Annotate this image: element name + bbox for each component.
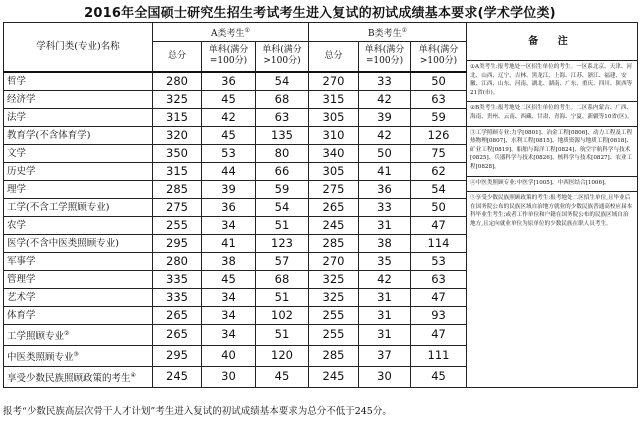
subject-name: 享受少数民族照顾政策的考生④ bbox=[4, 366, 153, 387]
a-score-cell: 335 bbox=[153, 270, 202, 288]
a-score-cell: 53 bbox=[202, 144, 256, 162]
a-score-cell: 285 bbox=[153, 180, 202, 198]
a-score-cell: 36 bbox=[202, 198, 256, 216]
a-total-header: 总分 bbox=[153, 42, 202, 72]
a-score-cell: 255 bbox=[153, 216, 202, 234]
subject-name: 教育学(不含体育学) bbox=[4, 126, 153, 144]
a-single-over100-header: 单科(满分>100分) bbox=[256, 42, 309, 72]
b-score-cell: 37 bbox=[359, 345, 411, 366]
subject-name: 管理学 bbox=[4, 270, 153, 288]
a-score-cell: 295 bbox=[153, 234, 202, 252]
b-score-cell: 270 bbox=[309, 72, 359, 91]
note-title: ④中医类照顾专业: bbox=[470, 179, 517, 186]
subject-name: 文学 bbox=[4, 144, 153, 162]
b-score-cell: 114 bbox=[411, 234, 467, 252]
note-item bbox=[467, 101, 637, 125]
b-score-cell: 53 bbox=[411, 252, 467, 270]
a-score-cell: 39 bbox=[202, 180, 256, 198]
a-score-cell: 34 bbox=[202, 306, 256, 324]
note-body: 报考地处一区招生单位的考生。一区系北京、天津、河北、山西、辽宁、吉林、黑龙江、上海、江苏、浙江、福建、安徽、江西、山东、河南、湖北、湖南、广东、重庆、四川、陕西等21省(市)。 bbox=[470, 64, 633, 96]
b-score-cell: 38 bbox=[359, 234, 411, 252]
a-score-cell: 34 bbox=[202, 288, 256, 306]
a-score-cell: 265 bbox=[153, 306, 202, 324]
a-score-cell: 295 bbox=[153, 345, 202, 366]
subject-name: 历史学 bbox=[4, 162, 153, 180]
b-score-cell: 31 bbox=[359, 324, 411, 345]
b-single100-header: 单科(满分=100分) bbox=[359, 42, 411, 72]
b-score-cell: 305 bbox=[309, 108, 359, 126]
note-body: 报考地处二区招生单位,且毕业后在国务院公布的民族区域自治地方就业的少数民族普通高校应届本科毕业生考生;或者工作单位和户籍在国务院公布的民族区域自治地方,且定向就业单位为原单位的少数民族在职人员考生。 bbox=[470, 195, 633, 227]
subject-name: 体育学 bbox=[4, 306, 153, 324]
a-score-cell: 42 bbox=[202, 108, 256, 126]
b-score-cell: 325 bbox=[309, 288, 359, 306]
subject-name: 理学 bbox=[4, 180, 153, 198]
a-score-cell: 45 bbox=[202, 126, 256, 144]
note-body: 中医学[1005]、中西医结合[1006]。 bbox=[516, 179, 610, 186]
b-score-cell: 47 bbox=[411, 324, 467, 345]
a-score-cell: 320 bbox=[153, 126, 202, 144]
b-score-cell: 285 bbox=[309, 234, 359, 252]
a-score-cell: 80 bbox=[256, 144, 309, 162]
b-score-cell: 31 bbox=[359, 288, 411, 306]
a-score-cell: 325 bbox=[153, 90, 202, 108]
b-score-cell: 42 bbox=[359, 90, 411, 108]
b-score-cell: 50 bbox=[411, 198, 467, 216]
a-score-cell: 66 bbox=[256, 162, 309, 180]
b-score-cell: 39 bbox=[359, 108, 411, 126]
footer-note: 报考“少数民族高层次骨干人才计划”考生进入复试的初试成绩基本要求为总分不低于245分。 bbox=[3, 406, 392, 417]
a-score-cell: 54 bbox=[256, 198, 309, 216]
a-score-cell: 63 bbox=[256, 108, 309, 126]
subject-name: 法学 bbox=[4, 108, 153, 126]
a-score-cell: 51 bbox=[256, 324, 309, 345]
b-score-cell: 33 bbox=[359, 198, 411, 216]
a-group-header: A类考生① bbox=[153, 23, 309, 42]
note-item bbox=[467, 60, 637, 101]
b-score-cell: 59 bbox=[411, 108, 467, 126]
a-score-cell: 315 bbox=[153, 162, 202, 180]
b-score-cell: 42 bbox=[359, 126, 411, 144]
a-score-cell: 51 bbox=[256, 216, 309, 234]
b-score-cell: 31 bbox=[359, 216, 411, 234]
b-score-cell: 305 bbox=[309, 162, 359, 180]
page-title: 2016年全国硕士研究生招生考试考生进入复试的初试成绩基本要求(学术学位类) bbox=[84, 6, 556, 21]
b-score-cell: 285 bbox=[309, 345, 359, 366]
note-body: 力学[0801]、冶金工程[0806]、动力工程及工程热物理[0807]、水利工程[0815]、地质资源与地质工程[0818]、矿业工程[0819]、船舶与海洋工程[0824]、航空宇航科学与技术[0825]、兵器科学与技术[0826]、核科学与技术[0827]、农业工程[0828]。 bbox=[470, 129, 633, 170]
a-score-cell: 59 bbox=[256, 180, 309, 198]
subject-name: 工学(不含工学照顾专业) bbox=[4, 198, 153, 216]
note-title: ⑤享受少数民族照顾政策的考生: bbox=[470, 195, 551, 202]
b-score-cell: 42 bbox=[359, 270, 411, 288]
b-total-header: 总分 bbox=[309, 42, 359, 72]
note-title: ②B类考生: bbox=[470, 105, 498, 112]
b-score-cell: 265 bbox=[309, 198, 359, 216]
notes-column bbox=[467, 23, 638, 388]
note-item bbox=[467, 126, 637, 176]
b-score-cell: 45 bbox=[411, 366, 467, 387]
a-score-cell: 30 bbox=[202, 366, 256, 387]
note-item bbox=[467, 191, 637, 232]
a-score-cell: 51 bbox=[256, 288, 309, 306]
a-score-cell: 40 bbox=[202, 345, 256, 366]
a-score-cell: 265 bbox=[153, 324, 202, 345]
a-score-cell: 54 bbox=[256, 72, 309, 91]
b-score-cell: 111 bbox=[411, 345, 467, 366]
a-score-cell: 275 bbox=[153, 198, 202, 216]
b-score-cell: 54 bbox=[411, 180, 467, 198]
a-single100-header: 单科(满分=100分) bbox=[202, 42, 256, 72]
a-score-cell: 245 bbox=[153, 366, 202, 387]
subject-name: 艺术学 bbox=[4, 288, 153, 306]
b-score-cell: 255 bbox=[309, 306, 359, 324]
a-score-cell: 280 bbox=[153, 252, 202, 270]
subject-name: 哲学 bbox=[4, 72, 153, 91]
b-score-cell: 36 bbox=[359, 180, 411, 198]
notes-header: 备 注 bbox=[528, 36, 576, 47]
b-score-cell: 75 bbox=[411, 144, 467, 162]
b-score-cell: 30 bbox=[359, 366, 411, 387]
b-score-cell: 50 bbox=[411, 72, 467, 91]
subject-name: 医学(不含中医类照顾专业) bbox=[4, 234, 153, 252]
a-score-cell: 68 bbox=[256, 270, 309, 288]
b-score-cell: 62 bbox=[411, 162, 467, 180]
a-score-cell: 36 bbox=[202, 72, 256, 91]
a-score-cell: 45 bbox=[202, 90, 256, 108]
b-score-cell: 47 bbox=[411, 288, 467, 306]
b-score-cell: 245 bbox=[309, 366, 359, 387]
b-score-cell: 31 bbox=[359, 306, 411, 324]
b-score-cell: 35 bbox=[359, 252, 411, 270]
a-score-cell: 41 bbox=[202, 234, 256, 252]
a-score-cell: 44 bbox=[202, 162, 256, 180]
b-score-cell: 41 bbox=[359, 162, 411, 180]
subject-name: 军事学 bbox=[4, 252, 153, 270]
b-score-cell: 47 bbox=[411, 216, 467, 234]
b-score-cell: 33 bbox=[359, 72, 411, 91]
note-body: 报考地处二区招生单位的考生。二区系内蒙古、广西、海南、贵州、云南、西藏、甘肃、青海、宁夏、新疆等10省(区)。 bbox=[470, 105, 633, 120]
b-score-cell: 63 bbox=[411, 270, 467, 288]
b-score-cell: 245 bbox=[309, 216, 359, 234]
subject-name: 中医类照顾专业③ bbox=[4, 345, 153, 366]
note-item bbox=[467, 176, 637, 192]
b-score-cell: 50 bbox=[359, 144, 411, 162]
a-score-cell: 120 bbox=[256, 345, 309, 366]
a-score-cell: 34 bbox=[202, 324, 256, 345]
subject-name: 经济学 bbox=[4, 90, 153, 108]
a-score-cell: 135 bbox=[256, 126, 309, 144]
b-score-cell: 63 bbox=[411, 90, 467, 108]
b-score-cell: 255 bbox=[309, 324, 359, 345]
subject-name: 工学照顾专业② bbox=[4, 324, 153, 345]
a-score-cell: 335 bbox=[153, 288, 202, 306]
a-score-cell: 45 bbox=[202, 270, 256, 288]
note-title: ③工学照顾专业: bbox=[470, 129, 512, 136]
b-score-cell: 275 bbox=[309, 180, 359, 198]
a-score-cell: 38 bbox=[202, 252, 256, 270]
note-title: ①A类考生: bbox=[470, 64, 498, 70]
b-score-cell: 325 bbox=[309, 270, 359, 288]
b-score-cell: 270 bbox=[309, 252, 359, 270]
b-score-cell: 340 bbox=[309, 144, 359, 162]
b-score-cell: 310 bbox=[309, 126, 359, 144]
a-score-cell: 68 bbox=[256, 90, 309, 108]
a-score-cell: 315 bbox=[153, 108, 202, 126]
score-table bbox=[3, 22, 638, 388]
a-score-cell: 350 bbox=[153, 144, 202, 162]
b-single-over100-header: 单科(满分>100分) bbox=[411, 42, 467, 72]
subject-name: 农学 bbox=[4, 216, 153, 234]
b-score-cell: 126 bbox=[411, 126, 467, 144]
a-score-cell: 102 bbox=[256, 306, 309, 324]
a-score-cell: 123 bbox=[256, 234, 309, 252]
a-score-cell: 57 bbox=[256, 252, 309, 270]
subject-column-header: 学科门类(专业)名称 bbox=[4, 23, 153, 72]
a-score-cell: 34 bbox=[202, 216, 256, 234]
b-score-cell: 315 bbox=[309, 90, 359, 108]
b-group-header: B类考生① bbox=[309, 23, 467, 42]
b-score-cell: 93 bbox=[411, 306, 467, 324]
a-score-cell: 280 bbox=[153, 72, 202, 91]
a-score-cell: 45 bbox=[256, 366, 309, 387]
